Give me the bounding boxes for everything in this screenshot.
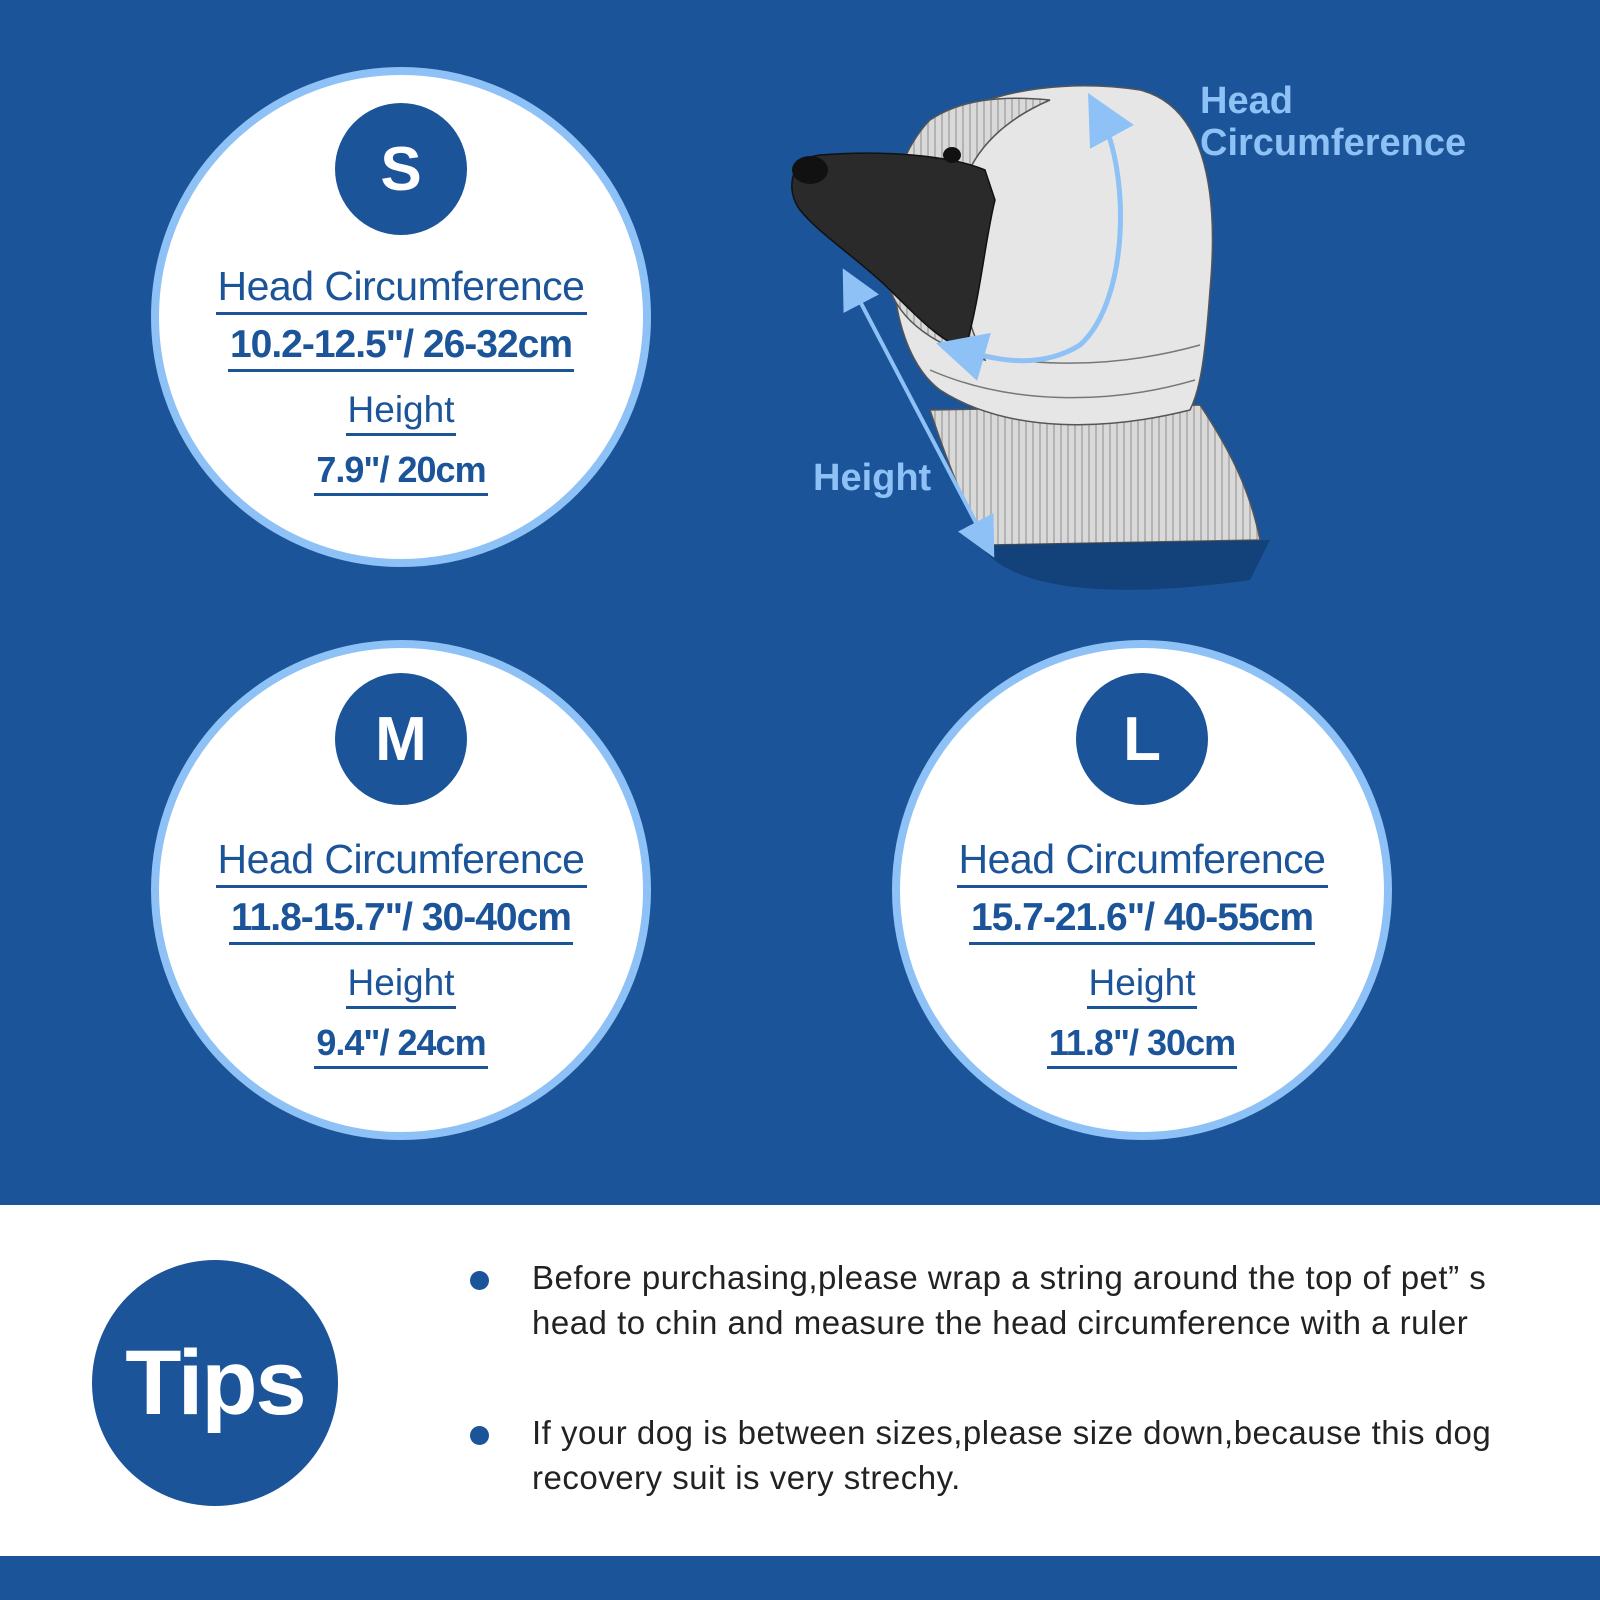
measurement-diagram [780, 60, 1540, 620]
tip-text: If your dog is between sizes,please size down,because this dog recovery suit is very strechy. [532, 1414, 1492, 1496]
size-l-circumference-label: Head Circumference [900, 836, 1384, 888]
size-m-badge: M [335, 673, 467, 805]
bullet-icon [470, 1426, 489, 1445]
diagram-height-label: Height [813, 457, 932, 499]
size-m-card [151, 640, 651, 1140]
size-s-height-label: Height [159, 389, 643, 436]
size-l-badge: L [1076, 673, 1208, 805]
size-m-height-label: Height [159, 962, 643, 1009]
tip-text: Before purchasing,please wrap a string around the top of pet” s head to chin and measure the head circumference with a ruler [532, 1259, 1487, 1341]
size-l-circumference-value: 15.7-21.6"/ 40-55cm [900, 896, 1384, 945]
size-s-card [151, 67, 651, 567]
size-s-badge: S [335, 103, 467, 235]
tip-item [470, 1255, 1530, 1345]
size-m-height-value: 9.4"/ 24cm [159, 1022, 643, 1069]
size-l-height-label: Height [900, 962, 1384, 1009]
size-s-circumference-label: Head Circumference [159, 263, 643, 315]
diagram-head-circumference-label: Head Circumference [1200, 80, 1467, 164]
tips-badge: Tips [92, 1260, 338, 1506]
size-l-height-value: 11.8"/ 30cm [900, 1022, 1384, 1069]
size-s-height-value: 7.9"/ 20cm [159, 449, 643, 496]
size-m-circumference-label: Head Circumference [159, 836, 643, 888]
size-l-card [892, 640, 1392, 1140]
bullet-icon [470, 1271, 489, 1290]
size-s-circumference-value: 10.2-12.5"/ 26-32cm [159, 323, 643, 372]
footer-bar [0, 1556, 1600, 1600]
size-m-circumference-value: 11.8-15.7"/ 30-40cm [159, 896, 643, 945]
tip-item [470, 1410, 1530, 1500]
